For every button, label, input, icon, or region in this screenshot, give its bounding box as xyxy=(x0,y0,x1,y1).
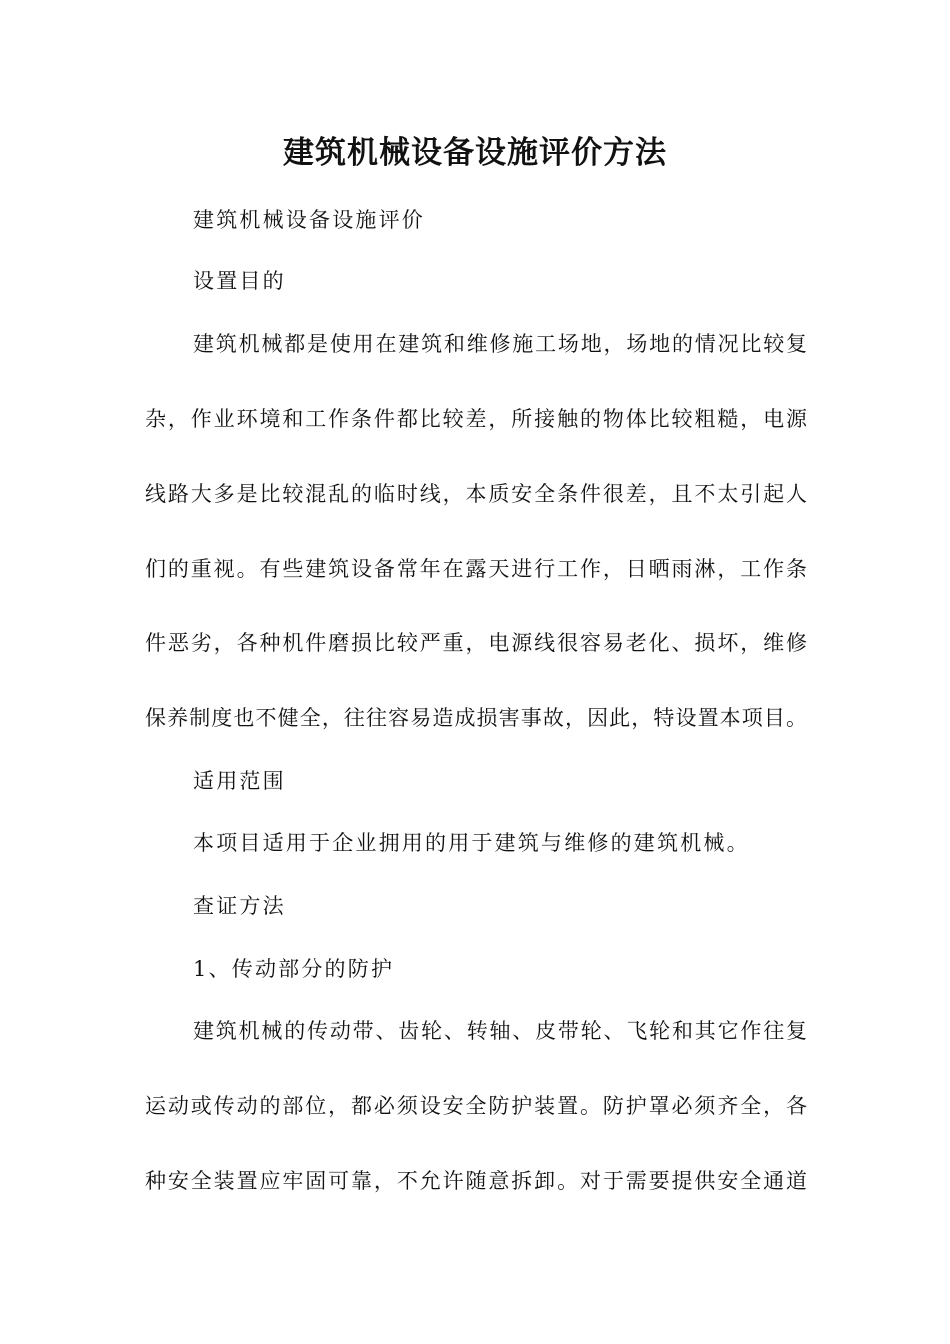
paragraph-line: 建筑机械都是使用在建筑和维修施工场地，场地的情况比较复 xyxy=(193,332,807,356)
subsection-heading: 1、传动部分的防护 xyxy=(193,957,395,981)
paragraph-line: 杂，作业环境和工作条件都比较差，所接触的物体比较粗糙，电源 xyxy=(145,407,807,431)
section-heading: 适用范围 xyxy=(193,769,286,793)
document-title: 建筑机械设备设施评价方法 xyxy=(283,135,667,171)
paragraph-line: 建筑机械设备设施评价 xyxy=(193,208,425,232)
paragraph-line: 种安全装置应牢固可靠，不允许随意拆卸。对于需要提供安全通道 xyxy=(145,1169,807,1193)
paragraph-line: 线路大多是比较混乱的临时线，本质安全条件很差，且不太引起人 xyxy=(145,482,807,506)
section-heading: 设置目的 xyxy=(193,269,286,293)
paragraph-line: 运动或传动的部位，都必须设安全防护装置。防护罩必须齐全，各 xyxy=(145,1094,807,1118)
paragraph-line: 保养制度也不健全，往往容易造成损害事故，因此，特设置本项目。 xyxy=(145,706,807,730)
paragraph-line: 建筑机械的传动带、齿轮、转轴、皮带轮、飞轮和其它作往复 xyxy=(193,1019,807,1043)
paragraph-line: 们的重视。有些建筑设备常年在露天进行工作，日晒雨淋，工作条 xyxy=(145,557,807,581)
paragraph-line: 件恶劣，各种机件磨损比较严重，电源线很容易老化、损坏，维修 xyxy=(145,631,807,655)
paragraph-line: 本项目适用于企业拥用的用于建筑与维修的建筑机械。 xyxy=(193,831,750,855)
section-heading: 查证方法 xyxy=(193,894,286,918)
